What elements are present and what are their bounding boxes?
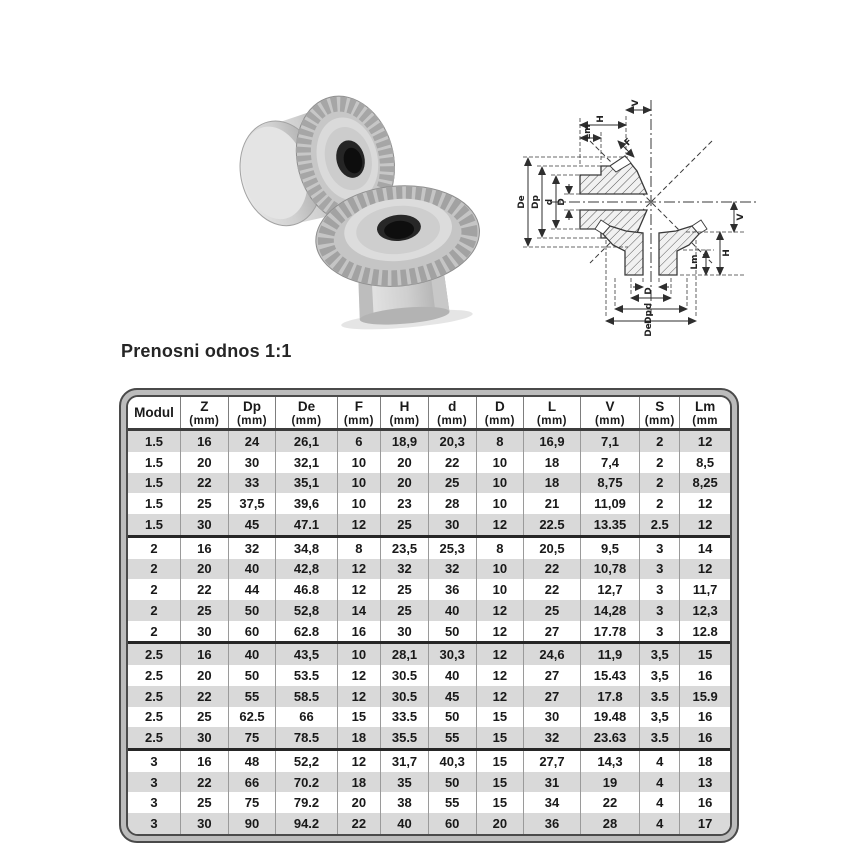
column-header-f: F (mm) bbox=[337, 397, 381, 430]
table-cell: 30 bbox=[381, 621, 429, 643]
table-cell: 10 bbox=[476, 493, 524, 514]
table-cell: 20 bbox=[181, 452, 229, 473]
table-cell: 16 bbox=[697, 709, 713, 725]
technical-drawing bbox=[498, 80, 764, 342]
dim-label-Dp-bottom: Dp bbox=[644, 310, 654, 324]
table-cell: 16 bbox=[337, 621, 381, 643]
table-cell: 12 bbox=[697, 516, 713, 532]
table-cell: 16 bbox=[181, 536, 229, 558]
table-cell: 70.2 bbox=[276, 772, 337, 793]
table-row bbox=[128, 749, 730, 771]
table-cell: 3 bbox=[640, 559, 680, 580]
column-header-d: d (mm) bbox=[428, 397, 476, 430]
dim-label-De: De bbox=[517, 195, 527, 209]
table-cell: 75 bbox=[228, 792, 276, 813]
table-cell: 25 bbox=[181, 792, 229, 813]
table-cell: 12 bbox=[337, 559, 381, 580]
table-cell: 32 bbox=[524, 727, 581, 749]
column-header-s: S (mm) bbox=[640, 397, 680, 430]
table-cell: 28,1 bbox=[381, 643, 429, 665]
table-cell: 27 bbox=[524, 686, 581, 707]
table-cell: 22 bbox=[428, 452, 476, 473]
table-cell: 15 bbox=[476, 707, 524, 728]
dim-label-V-top: V bbox=[631, 99, 641, 107]
table-cell: 30 bbox=[181, 514, 229, 536]
table-cell: 45 bbox=[228, 514, 276, 536]
table-row bbox=[128, 686, 730, 707]
table-cell: 12,7 bbox=[580, 579, 640, 600]
table-cell: 10 bbox=[337, 473, 381, 494]
table-cell: 40 bbox=[428, 665, 476, 686]
dim-label-d: d bbox=[545, 198, 555, 206]
table-cell: 2 bbox=[128, 621, 181, 643]
table-cell: 32 bbox=[228, 536, 276, 558]
table-cell: 2.5 bbox=[128, 686, 181, 707]
table-cell: 55 bbox=[428, 727, 476, 749]
table-cell: 33.5 bbox=[381, 707, 429, 728]
table-cell: 60 bbox=[428, 813, 476, 834]
table-cell: 2 bbox=[640, 430, 680, 452]
table-cell: 12.8 bbox=[692, 623, 718, 639]
table-cell: 50 bbox=[428, 772, 476, 793]
dim-label-De-bottom: De bbox=[644, 323, 654, 337]
table-cell: 22 bbox=[181, 686, 229, 707]
table-row bbox=[128, 772, 730, 793]
table-cell: 15 bbox=[680, 643, 730, 665]
table-cell: 23 bbox=[381, 493, 429, 514]
table-cell: 3 bbox=[640, 536, 680, 558]
table-cell: 25,3 bbox=[428, 536, 476, 558]
table-cell: 22.5 bbox=[524, 514, 581, 536]
table-cell: 23,5 bbox=[381, 536, 429, 558]
table-cell: 31,7 bbox=[381, 749, 429, 771]
table-cell: 3,5 bbox=[640, 643, 680, 665]
table-cell: 2.5 bbox=[128, 707, 181, 728]
table-cell: 2 bbox=[128, 536, 181, 558]
table-cell: 4 bbox=[640, 749, 680, 771]
table-cell: 9,5 bbox=[580, 536, 640, 558]
table-cell: 18 bbox=[337, 727, 381, 749]
table-cell: 14 bbox=[337, 600, 381, 621]
table-cell: 36 bbox=[524, 813, 581, 834]
table-cell: 10 bbox=[337, 643, 381, 665]
table-cell: 30 bbox=[524, 707, 581, 728]
table-cell: 25 bbox=[181, 493, 229, 514]
table-cell: 22 bbox=[337, 813, 381, 834]
table-cell: 38 bbox=[381, 792, 429, 813]
table-cell: 12 bbox=[476, 643, 524, 665]
column-header-v: V (mm) bbox=[580, 397, 640, 430]
table-cell: 94.2 bbox=[276, 813, 337, 834]
spec-table-frame bbox=[119, 388, 739, 843]
table-cell: 19 bbox=[580, 772, 640, 793]
table-cell: 90 bbox=[228, 813, 276, 834]
table-cell: 11,7 bbox=[692, 582, 718, 598]
table-cell: 2.5 bbox=[128, 665, 181, 686]
table-cell: 3 bbox=[128, 792, 181, 813]
table-cell: 4 bbox=[640, 792, 680, 813]
table-cell: 3.5 bbox=[640, 727, 680, 749]
table-header-row bbox=[128, 397, 730, 430]
table-row bbox=[128, 621, 730, 643]
table-cell: 28 bbox=[428, 493, 476, 514]
table-cell: 15.43 bbox=[580, 665, 640, 686]
table-cell: 16 bbox=[181, 430, 229, 452]
table-cell: 18,9 bbox=[381, 430, 429, 452]
table-cell: 12 bbox=[476, 514, 524, 536]
table-cell: 16 bbox=[181, 643, 229, 665]
dim-label-F: F bbox=[622, 136, 635, 149]
table-cell: 12 bbox=[476, 600, 524, 621]
table-cell: 78.5 bbox=[276, 727, 337, 749]
dim-label-D-bottom: D bbox=[644, 287, 654, 295]
table-cell: 30,3 bbox=[428, 643, 476, 665]
table-cell: 12 bbox=[476, 621, 524, 643]
table-cell: 50 bbox=[428, 707, 476, 728]
table-cell: 23.63 bbox=[580, 727, 640, 749]
table-cell: 37,5 bbox=[228, 493, 276, 514]
table-cell: 27 bbox=[524, 665, 581, 686]
table-cell: 40,3 bbox=[428, 749, 476, 771]
dimension-diagram bbox=[498, 80, 764, 342]
table-cell: 20 bbox=[381, 452, 429, 473]
column-header-de: De (mm) bbox=[276, 397, 337, 430]
table-cell: 15 bbox=[476, 772, 524, 793]
table-cell: 10 bbox=[476, 579, 524, 600]
table-cell: 10 bbox=[337, 452, 381, 473]
table-cell: 62.5 bbox=[228, 707, 276, 728]
table-cell: 40 bbox=[381, 813, 429, 834]
table-cell: 17.78 bbox=[580, 621, 640, 643]
table-cell: 12 bbox=[697, 561, 713, 577]
table-row bbox=[128, 665, 730, 686]
table-cell: 12 bbox=[337, 749, 381, 771]
table-cell: 34,8 bbox=[276, 536, 337, 558]
table-cell: 18 bbox=[524, 452, 581, 473]
table-cell: 30 bbox=[181, 621, 229, 643]
table-row bbox=[128, 559, 730, 580]
table-row bbox=[128, 514, 730, 536]
table-cell: 62.8 bbox=[276, 621, 337, 643]
table-cell: 24,6 bbox=[524, 643, 581, 665]
table-cell: 22 bbox=[181, 772, 229, 793]
table-cell: 3,5 bbox=[640, 665, 680, 686]
table-cell: 32 bbox=[428, 559, 476, 580]
table-cell: 32 bbox=[381, 559, 429, 580]
table-cell: 12,3 bbox=[692, 602, 718, 618]
table-cell: 25 bbox=[181, 600, 229, 621]
table-cell: 1.5 bbox=[128, 493, 181, 514]
table-row bbox=[128, 792, 730, 813]
column-header-l: L (mm) bbox=[524, 397, 581, 430]
table-cell: 20 bbox=[181, 559, 229, 580]
table-cell: 19.48 bbox=[580, 707, 640, 728]
table-cell: 35 bbox=[381, 772, 429, 793]
table-cell: 45 bbox=[428, 686, 476, 707]
table-cell: 20,5 bbox=[524, 536, 581, 558]
table-cell: 3 bbox=[128, 749, 181, 771]
table-cell: 22 bbox=[524, 579, 581, 600]
table-cell: 20 bbox=[181, 665, 229, 686]
table-cell: 10,78 bbox=[580, 559, 640, 580]
table-cell: 16 bbox=[181, 749, 229, 771]
column-header-z: Z (mm) bbox=[181, 397, 229, 430]
table-cell: 20 bbox=[381, 473, 429, 494]
table-row bbox=[128, 536, 730, 558]
table-cell: 36 bbox=[428, 579, 476, 600]
table-cell: 2.5 bbox=[128, 727, 181, 749]
table-cell: 66 bbox=[276, 707, 337, 728]
table-cell: 22 bbox=[580, 792, 640, 813]
table-cell: 40 bbox=[428, 600, 476, 621]
table-cell: 30 bbox=[228, 452, 276, 473]
table-cell: 8 bbox=[476, 430, 524, 452]
table-cell: 35.5 bbox=[381, 727, 429, 749]
table-cell: 25 bbox=[181, 707, 229, 728]
table-cell: 2.5 bbox=[128, 643, 181, 665]
dim-label-Dp: Dp bbox=[531, 195, 541, 209]
table-row bbox=[128, 452, 730, 473]
table-row bbox=[128, 600, 730, 621]
table-cell: 13 bbox=[697, 774, 713, 790]
table-cell: 20 bbox=[337, 792, 381, 813]
table-cell: 10 bbox=[476, 473, 524, 494]
table-cell: 53.5 bbox=[276, 665, 337, 686]
table-cell: 15 bbox=[337, 707, 381, 728]
table-cell: 21 bbox=[524, 493, 581, 514]
table-cell: 25 bbox=[524, 600, 581, 621]
table-row bbox=[128, 643, 730, 665]
table-cell: 3 bbox=[128, 772, 181, 793]
dim-label-H-top: H bbox=[596, 115, 606, 123]
table-cell: 28 bbox=[580, 813, 640, 834]
table-cell: 3 bbox=[640, 621, 680, 643]
table-cell: 18 bbox=[524, 473, 581, 494]
table-row bbox=[128, 813, 730, 834]
table-cell: 17 bbox=[697, 816, 713, 832]
table-cell: 15.9 bbox=[692, 688, 718, 704]
table-cell: 18 bbox=[680, 749, 730, 771]
table-cell: 47.1 bbox=[276, 514, 337, 536]
table-cell: 22 bbox=[181, 473, 229, 494]
column-header-dp: Dp (mm) bbox=[228, 397, 276, 430]
column-header-h: H (mm) bbox=[381, 397, 429, 430]
table-cell: 8 bbox=[476, 536, 524, 558]
table-cell: 16 bbox=[697, 730, 713, 746]
table-cell: 12 bbox=[476, 686, 524, 707]
table-cell: 30.5 bbox=[381, 665, 429, 686]
table-cell: 3 bbox=[640, 579, 680, 600]
table-row bbox=[128, 473, 730, 494]
table-cell: 14 bbox=[680, 536, 730, 558]
table-cell: 4 bbox=[640, 772, 680, 793]
table-cell: 52,2 bbox=[276, 749, 337, 771]
table-cell: 52,8 bbox=[276, 600, 337, 621]
table-cell: 30 bbox=[181, 727, 229, 749]
table-cell: 2 bbox=[128, 559, 181, 580]
table-cell: 34 bbox=[524, 792, 581, 813]
table-cell: 12 bbox=[337, 665, 381, 686]
table-cell: 1.5 bbox=[128, 473, 181, 494]
table-cell: 17.8 bbox=[580, 686, 640, 707]
column-header-lm: Lm (mm bbox=[680, 397, 730, 430]
table-cell: 2 bbox=[128, 600, 181, 621]
table-cell: 15 bbox=[476, 727, 524, 749]
table-cell: 3,5 bbox=[640, 707, 680, 728]
table-cell: 58.5 bbox=[276, 686, 337, 707]
table-cell: 18 bbox=[337, 772, 381, 793]
table-row bbox=[128, 493, 730, 514]
table-cell: 43,5 bbox=[276, 643, 337, 665]
table-cell: 50 bbox=[228, 600, 276, 621]
table-cell: 20,3 bbox=[428, 430, 476, 452]
table-cell: 8,75 bbox=[580, 473, 640, 494]
table-cell: 3.5 bbox=[640, 686, 680, 707]
table-cell: 8,5 bbox=[696, 454, 715, 470]
table-cell: 26,1 bbox=[276, 430, 337, 452]
table-cell: 1.5 bbox=[128, 430, 181, 452]
table-cell: 3 bbox=[128, 813, 181, 834]
dim-label-Lm-right: Lm bbox=[690, 254, 700, 270]
table-cell: 40 bbox=[228, 643, 276, 665]
table-cell: 10 bbox=[337, 493, 381, 514]
table-cell: 10 bbox=[476, 559, 524, 580]
column-header-d: D (mm) bbox=[476, 397, 524, 430]
table-cell: 4 bbox=[640, 813, 680, 834]
table-cell: 10 bbox=[476, 452, 524, 473]
table-cell: 60 bbox=[228, 621, 276, 643]
table-cell: 16 bbox=[697, 667, 713, 683]
column-header-modul: Modul bbox=[128, 397, 181, 430]
table-cell: 12 bbox=[337, 579, 381, 600]
table-cell: 46.8 bbox=[276, 579, 337, 600]
table-cell: 14,3 bbox=[580, 749, 640, 771]
table-cell: 48 bbox=[228, 749, 276, 771]
table-cell: 2.5 bbox=[640, 514, 680, 536]
table-cell: 15 bbox=[476, 749, 524, 771]
table-cell: 66 bbox=[228, 772, 276, 793]
dim-label-D: D bbox=[557, 198, 567, 206]
table-cell: 55 bbox=[228, 686, 276, 707]
table-cell: 32,1 bbox=[276, 452, 337, 473]
table-cell: 12 bbox=[337, 514, 381, 536]
table-cell: 40 bbox=[228, 559, 276, 580]
dim-label-Lm-top: Lm bbox=[583, 124, 593, 140]
spec-table-inner bbox=[126, 395, 732, 836]
table-cell: 42,8 bbox=[276, 559, 337, 580]
table-cell: 25 bbox=[381, 514, 429, 536]
table-cell: 20 bbox=[476, 813, 524, 834]
table-cell: 25 bbox=[381, 600, 429, 621]
table-cell: 13.35 bbox=[580, 514, 640, 536]
table-cell: 31 bbox=[524, 772, 581, 793]
table-cell: 30 bbox=[428, 514, 476, 536]
table-cell: 2 bbox=[640, 493, 680, 514]
table-cell: 27,7 bbox=[524, 749, 581, 771]
dim-label-V-right: V bbox=[736, 213, 746, 221]
table-cell: 11,9 bbox=[580, 643, 640, 665]
table-cell: 11,09 bbox=[580, 493, 640, 514]
dim-label-d-bottom: d bbox=[644, 302, 654, 310]
table-cell: 39,6 bbox=[276, 493, 337, 514]
page-title: Prenosni odnos 1:1 bbox=[121, 341, 292, 361]
table-cell: 30 bbox=[181, 813, 229, 834]
table-cell: 12 bbox=[697, 496, 713, 512]
table-cell: 35,1 bbox=[276, 473, 337, 494]
table-cell: 14,28 bbox=[580, 600, 640, 621]
table-row bbox=[128, 579, 730, 600]
gear-spec-table bbox=[128, 397, 730, 834]
table-cell: 3 bbox=[640, 600, 680, 621]
table-cell: 25 bbox=[428, 473, 476, 494]
table-cell: 50 bbox=[428, 621, 476, 643]
table-cell: 2 bbox=[640, 452, 680, 473]
table-cell: 1.5 bbox=[128, 514, 181, 536]
table-cell: 75 bbox=[228, 727, 276, 749]
table-cell: 15 bbox=[476, 792, 524, 813]
table-cell: 22 bbox=[181, 579, 229, 600]
table-cell: 24 bbox=[228, 430, 276, 452]
table-cell: 50 bbox=[228, 665, 276, 686]
table-cell: 30.5 bbox=[381, 686, 429, 707]
table-cell: 12 bbox=[476, 665, 524, 686]
table-cell: 7,4 bbox=[580, 452, 640, 473]
table-cell: 8,25 bbox=[692, 475, 718, 491]
gear-photo-illustration bbox=[228, 70, 490, 334]
bevel-gear-pair-photo bbox=[228, 70, 490, 334]
table-cell: 8 bbox=[337, 536, 381, 558]
table-cell: 12 bbox=[697, 434, 713, 450]
table-cell: 79.2 bbox=[276, 792, 337, 813]
table-cell: 33 bbox=[228, 473, 276, 494]
table-cell: 2 bbox=[640, 473, 680, 494]
table-cell: 22 bbox=[524, 559, 581, 580]
dim-label-H-right: H bbox=[722, 249, 732, 257]
table-cell: 16 bbox=[697, 795, 713, 811]
table-cell: 27 bbox=[524, 621, 581, 643]
table-cell: 6 bbox=[337, 430, 381, 452]
table-cell: 12 bbox=[337, 686, 381, 707]
table-cell: 1.5 bbox=[128, 452, 181, 473]
table-cell: 16,9 bbox=[524, 430, 581, 452]
table-row bbox=[128, 707, 730, 728]
table-cell: 25 bbox=[381, 579, 429, 600]
table-cell: 2 bbox=[128, 579, 181, 600]
table-cell: 55 bbox=[428, 792, 476, 813]
table-row bbox=[128, 430, 730, 452]
table-row bbox=[128, 727, 730, 749]
table-cell: 7,1 bbox=[580, 430, 640, 452]
table-cell: 44 bbox=[228, 579, 276, 600]
